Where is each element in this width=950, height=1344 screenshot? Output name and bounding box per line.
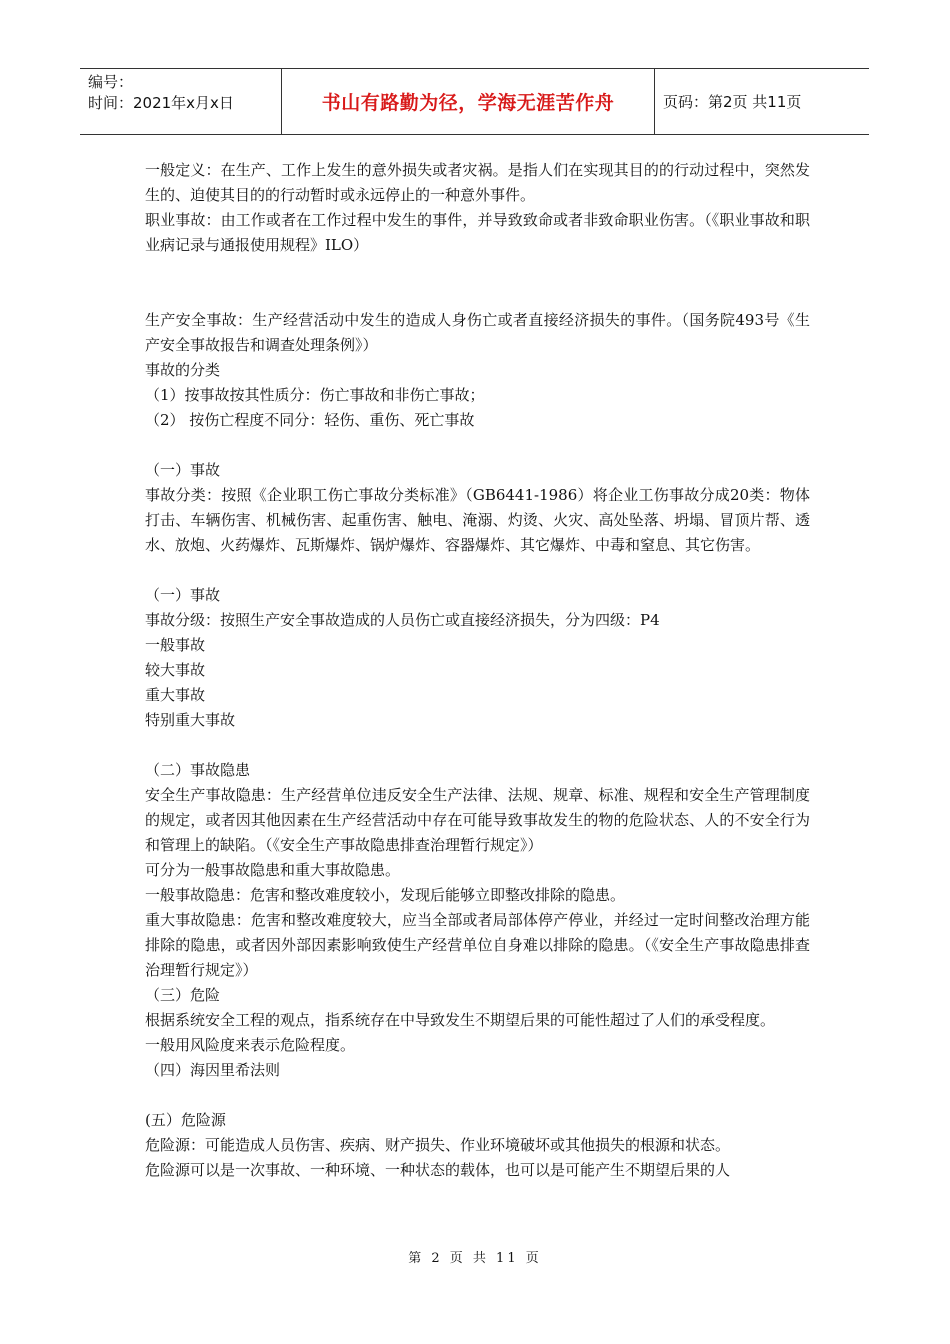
paragraph-hazard-categories: 可分为一般事故隐患和重大事故隐患。	[145, 861, 401, 879]
spacer	[145, 433, 810, 458]
paragraph-classification-item-2: （2） 按伤亡程度不同分：轻伤、重伤、死亡事故	[145, 411, 475, 429]
section-heading-heinrich: （四）海因里希法则	[145, 1061, 281, 1079]
section-heading-hazard-source: (五）危险源	[145, 1111, 226, 1129]
section-heading-danger: （三）危险	[145, 986, 221, 1004]
spacer	[145, 258, 810, 308]
spacer	[145, 558, 810, 583]
header-page-cell	[655, 69, 869, 134]
document-number-label: 编号：	[88, 73, 134, 91]
paragraph-production-safety-accident: 生产安全事故：生产经营活动中发生的造成人身伤亡或者直接经济损失的事件。（国务院493号《生产安全事故报告和调查处理条例》）	[145, 311, 810, 354]
paragraph-hazard-definition: 安全生产事故隐患：生产经营单位违反安全生产法律、法规、规章、标准、规程和安全生产管理制度的规定，或者因其他因素在生产经营活动中存在可能导致事故发生的物的危险状态、人的不安全行为和管理上的缺陷。（《安全生产事故隐患排查治理暂行规定》）	[145, 786, 810, 854]
header-motto: 书山有路勤为径，学海无涯苦作舟	[321, 92, 615, 114]
section-heading-accident-2: （一）事故	[145, 586, 221, 604]
paragraph-general-hazard: 一般事故隐患：危害和整改难度较小，发现后能够立即整改排除的隐患。	[145, 886, 626, 904]
list-item-grade: 一般事故	[145, 636, 206, 654]
list-item-grade: 特别重大事故	[145, 711, 236, 729]
section-heading-hazard: （二）事故隐患	[145, 761, 251, 779]
paragraph-risk-degree: 一般用风险度来表示危险程度。	[145, 1036, 356, 1054]
document-date-label: 时间：2021年x月x日	[88, 94, 234, 112]
paragraph-hazard-source-definition: 危险源：可能造成人员伤害、疾病、财产损失、作业环境破坏或其他损失的根源和状态。	[145, 1136, 731, 1154]
paragraph-accident-types: 事故分类：按照《企业职工伤亡事故分类标准》（GB6441-1986）将企业工伤事故分成20类：物体打击、车辆伤害、机械伤害、起重伤害、触电、淹溺、灼烫、火灾、高处坠落、坍塌、冒顶片帮、透水、放炮、火药爆炸、瓦斯爆炸、锅炉爆炸、容器爆炸、其它爆炸、中毒和窒息、其它伤害。	[145, 486, 810, 554]
section-heading-accident: （一）事故	[145, 461, 221, 479]
list-item-grade: 较大事故	[145, 661, 206, 679]
paragraph-hazard-source-carrier: 危险源可以是一次事故、一种环境、一种状态的载体，也可以是可能产生不期望后果的人	[145, 1161, 731, 1179]
paragraph-accident-grades: 事故分级：按照生产安全事故造成的人员伤亡或直接经济损失，分为四级：P4	[145, 611, 660, 629]
spacer	[145, 1083, 810, 1108]
paragraph-general-definition: 一般定义：在生产、工作上发生的意外损失或者灾祸。是指人们在实现其目的的行动过程中，突然发生的、迫使其目的的行动暂时或永远停止的一种意外事件。	[145, 161, 810, 204]
header-info-cell	[80, 69, 281, 134]
list-item-grade: 重大事故	[145, 686, 206, 704]
paragraph-classification-heading: 事故的分类	[145, 361, 221, 379]
document-header	[80, 68, 869, 135]
spacer	[145, 733, 810, 758]
paragraph-occupational-accident: 职业事故：由工作或者在工作过程中发生的事件，并导致致命或者非致命职业伤害。（《职业事故和职业病记录与通报使用规程》ILO）	[145, 211, 810, 254]
document-body	[145, 158, 810, 1183]
header-page-info: 页码：第2页 共11页	[663, 93, 802, 111]
page-footer: 第 2 页 共 11 页	[408, 1251, 542, 1266]
paragraph-major-hazard: 重大事故隐患：危害和整改难度较大，应当全部或者局部体停产停业，并经过一定时间整改治理方能排除的隐患，或者因外部因素影响致使生产经营单位自身难以排除的隐患。（《安全生产事故隐患排查治理暂行规定》）	[145, 911, 810, 979]
header-motto-cell	[281, 69, 655, 134]
paragraph-danger-definition: 根据系统安全工程的观点，指系统存在中导致发生不期望后果的可能性超过了人们的承受程度。	[145, 1011, 776, 1029]
paragraph-classification-item-1: （1）按事故按其性质分：伤亡事故和非伤亡事故；	[145, 386, 485, 404]
